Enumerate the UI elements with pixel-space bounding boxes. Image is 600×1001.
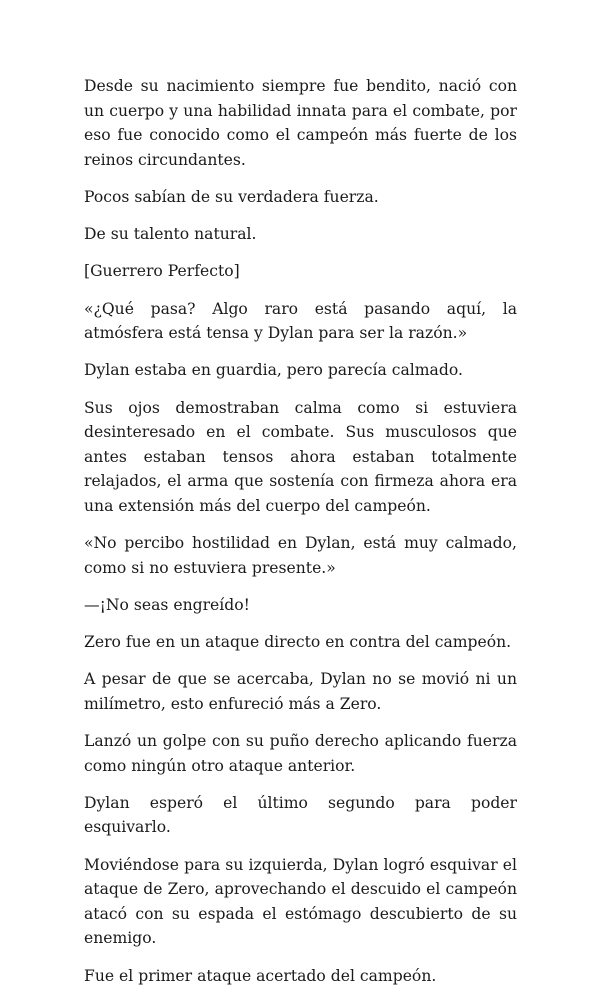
document-page (84, 74, 517, 1001)
paragraph-13: Dylan esperó el último segundo para poder esquivarlo. (84, 793, 517, 837)
paragraph-4: [Guerrero Perfecto] (84, 262, 240, 281)
paragraph-2: Pocos sabían de su verdadera fuerza. (84, 187, 379, 206)
paragraph-3: De su talento natural. (84, 225, 257, 244)
paragraph-10: Zero fue en un ataque directo en contra del campeón. (84, 633, 512, 652)
paragraph-6: Dylan estaba en guardia, pero parecía calmado. (84, 361, 463, 380)
paragraph-14: Moviéndose para su izquierda, Dylan logró esquivar el ataque de Zero, aprovechando el descuido el campeón atacó con su espada el estómago descubierto de su enemigo. (84, 855, 517, 948)
paragraph-7: Sus ojos demostraban calma como si estuviera desinteresado en el combate. Sus musculosos que antes estaban tensos ahora estaban totalmente relajados, el arma que sostenía con firmeza ahora era una extensión más del cuerpo del campeón. (84, 398, 517, 515)
paragraph-1: Desde su nacimiento siempre fue bendito, nació con un cuerpo y una habilidad innata para el combate, por eso fue conocido como el campeón más fuerte de los reinos circundantes. (84, 77, 517, 169)
paragraph-11: A pesar de que se acercaba, Dylan no se movió ni un milímetro, esto enfureció más a Zero. (84, 670, 517, 713)
paragraph-8: «No percibo hostilidad en Dylan, está muy calmado, como si no estuviera presente.» (84, 534, 517, 577)
paragraph-15: Fue el primer ataque acertado del campeón. (84, 966, 437, 985)
paragraph-5: «¿Qué pasa? Algo raro está pasando aquí, la atmósfera está tensa y Dylan para ser la razón.» (84, 299, 517, 343)
paragraph-12: Lanzó un golpe con su puño derecho aplicando fuerza como ningún otro ataque anterior. (84, 732, 517, 775)
paragraph-9: —¡No seas engreído! (84, 595, 250, 614)
